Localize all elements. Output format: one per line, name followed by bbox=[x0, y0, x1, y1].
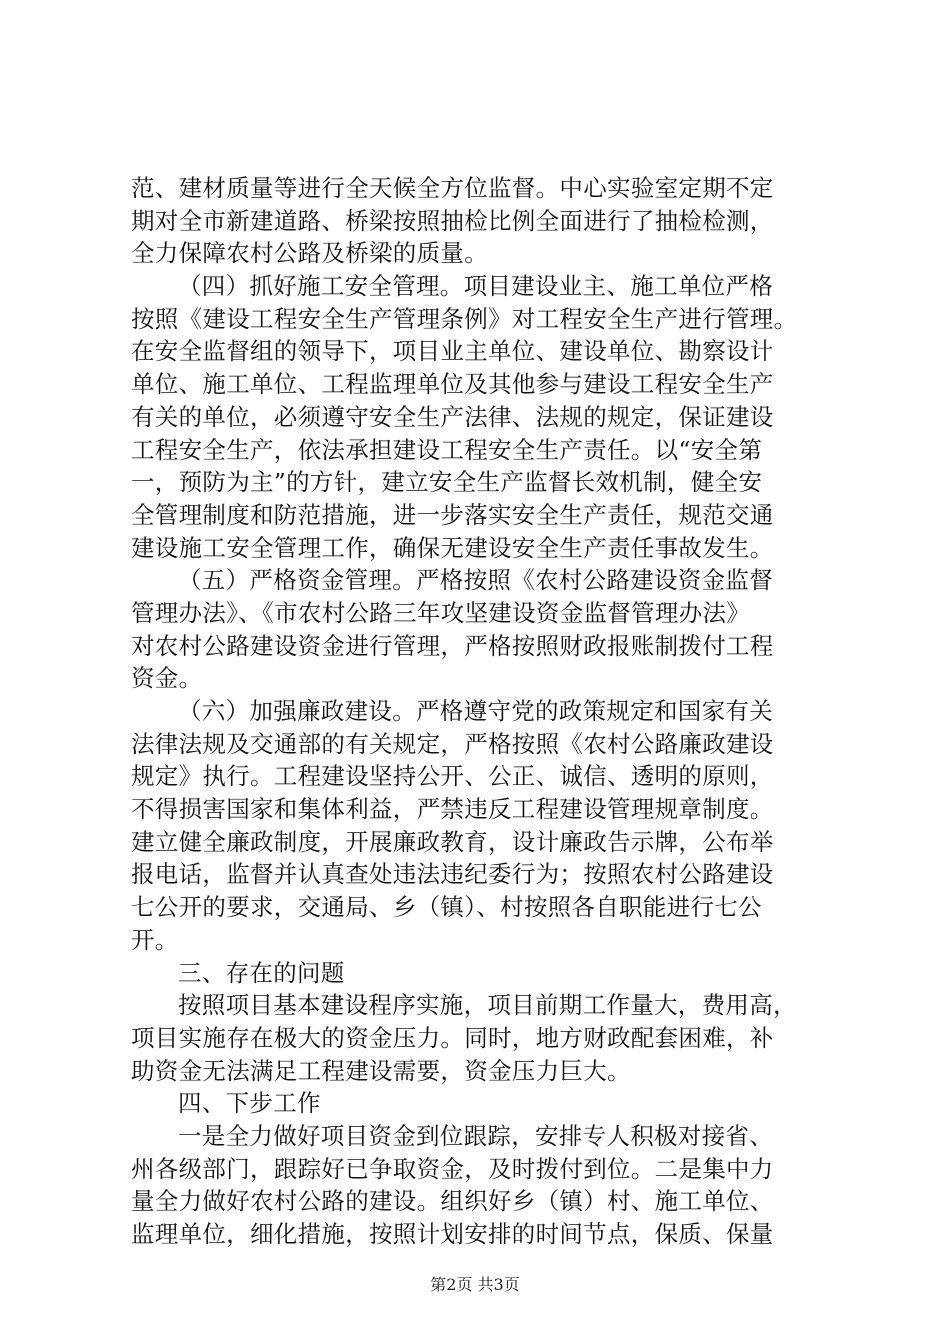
text-line: 不得损害国家和集体利益，严禁违反工程建设管理规章制度。 bbox=[131, 795, 774, 824]
text-line: 建立健全廉政制度，开展廉政教育，设计廉政告示牌，公布举 bbox=[131, 827, 774, 856]
text-line: 助资金无法满足工程建设需要，资金压力巨大。 bbox=[131, 1056, 631, 1085]
text-line: 四、下步工作 bbox=[178, 1089, 321, 1118]
text-line: 按照项目基本建设程序实施，项目前期工作量大，费用高， bbox=[178, 991, 797, 1020]
text-line: 报电话，监督并认真查处违法违纪委行为；按照农村公路建设 bbox=[131, 860, 774, 889]
text-line: 监理单位，细化措施，按照计划安排的时间节点，保质、保量 bbox=[131, 1220, 774, 1248]
text-line: 在安全监督组的领导下，项目业主单位、建设单位、勘察设计 bbox=[131, 337, 774, 366]
text-line: 有关的单位，必须遵守安全生产法律、法规的规定，保证建设 bbox=[131, 402, 774, 431]
text-line: 一，预防为主”的方针，建立安全生产监督长效机制，健全安 bbox=[131, 468, 763, 497]
text-line: 开。 bbox=[131, 925, 179, 954]
text-line: 单位、施工单位、工程监理单位及其他参与建设工程安全生产 bbox=[131, 370, 774, 399]
text-line: 州各级部门，跟踪好已争取资金，及时拨付到位。二是集中力 bbox=[131, 1154, 774, 1183]
text-line: 项目实施存在极大的资金压力。同时，地方财政配套困难，补 bbox=[131, 1023, 774, 1052]
text-line: 期对全市新建道路、桥梁按照抽检比例全面进行了抽检检测， bbox=[131, 206, 774, 235]
text-line: （四）抓好施工安全管理。项目建设业主、施工单位严格 bbox=[178, 272, 773, 301]
text-line: 工程安全生产，依法承担建设工程安全生产责任。以“安全第 bbox=[131, 435, 763, 464]
text-line: （六）加强廉政建设。严格遵守党的政策规定和国家有关 bbox=[178, 697, 773, 725]
text-line: 规定》执行。工程建设坚持公开、公正、诚信、透明的原则， bbox=[131, 762, 774, 791]
text-line: 法律法规及交通部的有关规定，严格按照《农村公路廉政建设 bbox=[131, 729, 774, 758]
text-line: 三、存在的问题 bbox=[178, 958, 345, 987]
text-line: 一是全力做好项目资金到位跟踪，安排专人积极对接省、 bbox=[178, 1121, 773, 1150]
text-line: 全管理制度和防范措施，进一步落实安全生产责任，规范交通 bbox=[131, 500, 774, 529]
text-line: （五）严格资金管理。严格按照《农村公路建设资金监督 bbox=[178, 566, 773, 595]
text-line: 范、建材质量等进行全天候全方位监督。中心实验室定期不定 bbox=[131, 174, 774, 202]
text-line: 七公开的要求，交通局、乡（镇）、村按照各自职能进行七公 bbox=[131, 893, 762, 922]
text-line: 全力保障农村公路及桥梁的质量。 bbox=[131, 239, 488, 268]
text-line: 按照《建设工程安全生产管理条例》对工程安全生产进行管理。 bbox=[131, 304, 798, 333]
text-line: 建设施工安全管理工作，确保无建设安全生产责任事故发生。 bbox=[131, 533, 774, 562]
text-line: 对农村公路建设资金进行管理，严格按照财政报账制拨付工程 bbox=[131, 631, 774, 660]
text-line: 资金。 bbox=[131, 664, 203, 693]
page-footer: 第2页 共3页 bbox=[430, 1275, 520, 1294]
text-line: 管理办法》、《市农村公路三年攻坚建设资金监督管理办法》 bbox=[131, 598, 751, 627]
document-body bbox=[131, 172, 836, 1251]
text-line: 量全力做好农村公路的建设。组织好乡（镇）村、施工单位、 bbox=[131, 1187, 774, 1216]
